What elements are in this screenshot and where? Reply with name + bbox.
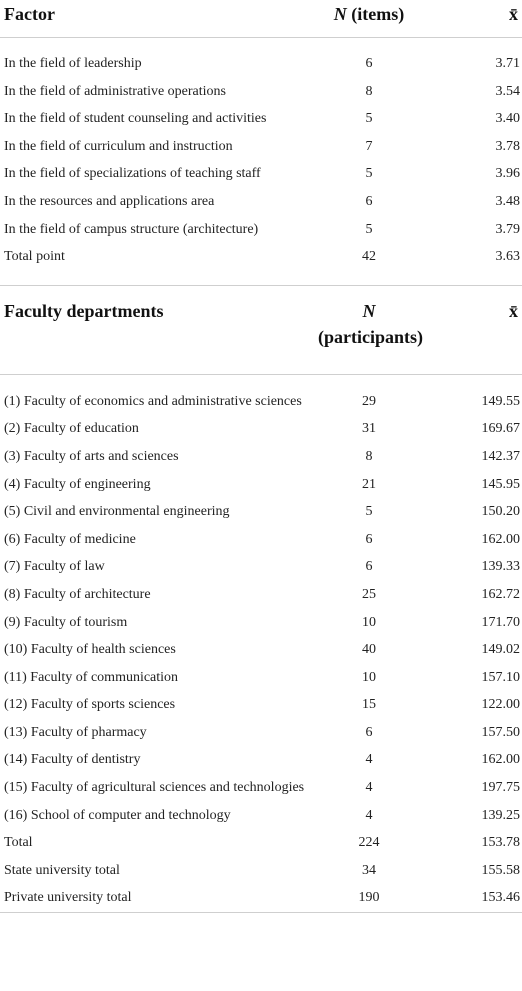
header-n-suffix: (items) xyxy=(346,4,405,24)
row-n: 5 xyxy=(365,221,373,237)
header-n-participants xyxy=(318,286,423,375)
row-mean: 157.50 xyxy=(481,724,520,740)
faculty-table xyxy=(0,286,522,913)
row-mean: 122.00 xyxy=(481,697,520,713)
row-n: 190 xyxy=(358,890,380,906)
row-mean: 3.54 xyxy=(495,83,520,99)
row-mean: 149.55 xyxy=(481,393,520,409)
spacer-row xyxy=(0,374,522,388)
row-label: (13) Faculty of pharmacy xyxy=(4,724,147,740)
row-n: 8 xyxy=(365,448,373,464)
header-n-symbol: N xyxy=(333,4,347,24)
row-mean: 3.48 xyxy=(495,193,520,209)
row-mean: 150.20 xyxy=(481,504,520,520)
row-label: Private university total xyxy=(4,890,132,906)
table-row xyxy=(0,857,522,885)
row-n: 25 xyxy=(362,586,376,602)
row-label: (7) Faculty of law xyxy=(4,559,105,575)
table-row xyxy=(0,553,522,581)
row-label: Total point xyxy=(4,249,65,265)
table-row xyxy=(0,415,522,443)
row-mean: 171.70 xyxy=(481,614,520,630)
row-n: 10 xyxy=(362,614,376,630)
table-row xyxy=(0,636,522,664)
row-label: (3) Faculty of arts and sciences xyxy=(4,448,179,464)
table-row xyxy=(0,216,522,244)
row-n: 4 xyxy=(365,807,373,823)
row-mean: 162.00 xyxy=(481,531,520,547)
row-n: 15 xyxy=(362,697,376,713)
table-row xyxy=(0,746,522,774)
row-n: 4 xyxy=(365,752,373,768)
row-label: (12) Faculty of sports sciences xyxy=(4,697,176,713)
row-n: 6 xyxy=(365,531,373,547)
header-n-items xyxy=(318,0,420,38)
row-n: 34 xyxy=(362,862,376,878)
table-row xyxy=(0,388,522,416)
row-label: In the field of curriculum and instruction xyxy=(4,138,233,154)
row-label: (6) Faculty of medicine xyxy=(4,531,136,547)
row-label: (15) Faculty of agricultural sciences and technologies xyxy=(4,780,305,796)
row-n: 5 xyxy=(365,504,373,520)
faculty-table-header xyxy=(0,286,522,375)
table-row xyxy=(0,133,522,161)
row-n: 42 xyxy=(362,249,376,265)
table-row xyxy=(0,526,522,554)
row-mean: 3.63 xyxy=(495,249,520,265)
row-mean: 139.33 xyxy=(481,559,520,575)
table-row xyxy=(0,774,522,802)
row-n: 4 xyxy=(365,780,373,796)
row-label: (11) Faculty of communication xyxy=(4,669,179,685)
header-n-symbol: N xyxy=(362,300,376,321)
row-label: (5) Civil and environmental engineering xyxy=(4,504,230,520)
row-mean: 3.96 xyxy=(495,166,520,182)
row-n: 224 xyxy=(358,835,380,851)
row-mean: 3.40 xyxy=(495,111,520,127)
header-factor: Factor xyxy=(4,4,55,24)
row-mean: 162.00 xyxy=(481,752,520,768)
row-n: 5 xyxy=(365,111,373,127)
row-n: 6 xyxy=(365,193,373,209)
header-faculty-departments: Faculty departments xyxy=(4,300,164,321)
row-label: (8) Faculty of architecture xyxy=(4,586,151,602)
row-n: 8 xyxy=(365,83,373,99)
row-label: (2) Faculty of education xyxy=(4,421,139,437)
header-mean: x̄ xyxy=(509,4,518,24)
row-mean: 169.67 xyxy=(481,421,520,437)
table-row xyxy=(0,188,522,216)
row-n: 31 xyxy=(362,421,376,437)
row-label: Total xyxy=(4,835,33,851)
row-n: 29 xyxy=(362,393,376,409)
table-row xyxy=(0,105,522,133)
row-n: 10 xyxy=(362,669,376,685)
row-label: (16) School of computer and technology xyxy=(4,807,231,823)
row-mean: 157.10 xyxy=(481,669,520,685)
row-label: In the field of specializations of teaching staff xyxy=(4,166,261,182)
table-row xyxy=(0,243,522,285)
factor-table-body xyxy=(0,38,522,286)
row-mean: 3.71 xyxy=(495,56,520,71)
row-n: 6 xyxy=(365,56,373,71)
row-label: (4) Faculty of engineering xyxy=(4,476,151,492)
row-label: In the field of leadership xyxy=(4,56,142,71)
row-mean: 153.78 xyxy=(481,835,520,851)
table-row xyxy=(0,884,522,912)
table-row xyxy=(0,78,522,106)
row-mean: 155.58 xyxy=(481,862,520,878)
table-row xyxy=(0,664,522,692)
row-mean: 3.79 xyxy=(495,221,520,237)
row-n: 21 xyxy=(362,476,376,492)
row-mean: 149.02 xyxy=(481,642,520,658)
table-row xyxy=(0,802,522,830)
row-label: (1) Faculty of economics and administrative sciences xyxy=(4,393,302,409)
row-label: In the field of campus structure (architecture) xyxy=(4,221,259,237)
row-label: In the field of administrative operations xyxy=(4,83,226,99)
row-n: 6 xyxy=(365,559,373,575)
row-n: 5 xyxy=(365,166,373,182)
table-row xyxy=(0,50,522,78)
row-mean: 3.78 xyxy=(495,138,520,154)
row-label: In the resources and applications area xyxy=(4,193,215,209)
row-label: State university total xyxy=(4,862,120,878)
row-label: (9) Faculty of tourism xyxy=(4,614,128,630)
table-row xyxy=(0,609,522,637)
row-mean: 142.37 xyxy=(481,448,520,464)
table-row xyxy=(0,498,522,526)
row-mean: 145.95 xyxy=(481,476,520,492)
table-row xyxy=(0,691,522,719)
row-n: 40 xyxy=(362,642,376,658)
table-row xyxy=(0,719,522,747)
row-label: In the field of student counseling and activities xyxy=(4,111,267,127)
row-n: 7 xyxy=(365,138,373,154)
row-label: (10) Faculty of health sciences xyxy=(4,642,176,658)
spacer-row xyxy=(0,38,522,51)
table-row xyxy=(0,160,522,188)
row-label: (14) Faculty of dentistry xyxy=(4,752,141,768)
table-row xyxy=(0,471,522,499)
factor-table xyxy=(0,0,522,286)
row-mean: 153.46 xyxy=(481,890,520,906)
row-mean: 139.25 xyxy=(481,807,520,823)
row-n: 6 xyxy=(365,724,373,740)
table-row xyxy=(0,829,522,857)
row-mean: 162.72 xyxy=(481,586,520,602)
faculty-table-body xyxy=(0,374,522,912)
table-row xyxy=(0,581,522,609)
factor-table-header xyxy=(0,0,522,38)
header-mean: x̄ xyxy=(509,300,518,321)
table-row xyxy=(0,443,522,471)
header-n-suffix: (participants) xyxy=(318,326,423,347)
row-mean: 197.75 xyxy=(481,780,520,796)
